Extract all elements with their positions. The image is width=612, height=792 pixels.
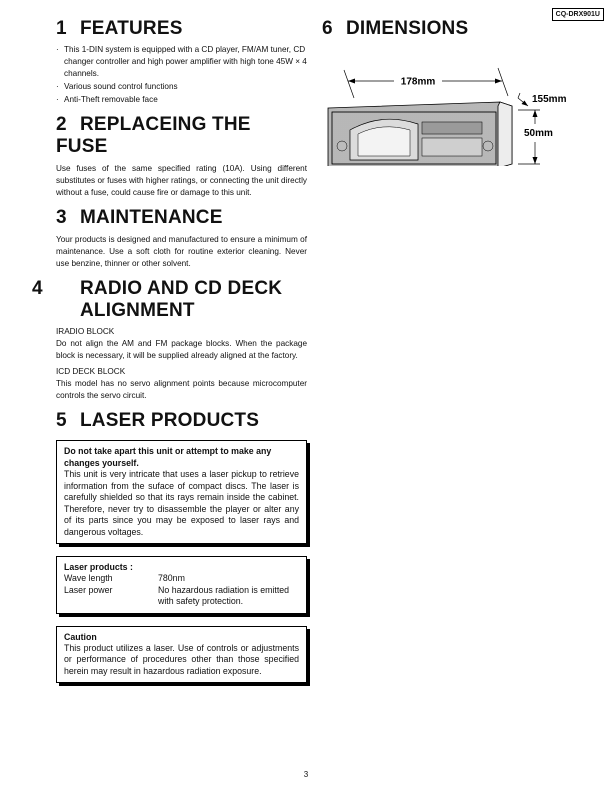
fuse-heading: 2 REPLACEING THE FUSE	[56, 114, 251, 157]
maintenance-body: Your products is designed and manufactured to ensure a minimum of maintenance. Use a soft cloth for routine exterior cleaning. Never use benzine, thinner or other solvent.	[56, 235, 307, 268]
section-fuse	[56, 114, 307, 199]
laser-heading: 5 LASER PRODUCTS	[56, 410, 260, 431]
features-heading: 1 FEATURES	[56, 18, 183, 39]
left-column	[32, 18, 307, 683]
page-number: 3	[303, 770, 309, 779]
caution-box	[56, 626, 307, 684]
laser-spec-title: Laser products :	[64, 562, 133, 572]
dimensions-diagram	[322, 46, 582, 166]
depth-label: 155mm	[532, 94, 567, 105]
spec-value: No hazardous radiation is emitted with safety protection.	[158, 584, 290, 606]
section-maintenance	[56, 207, 307, 270]
laser-warning-box	[56, 440, 307, 544]
section-features	[56, 18, 307, 106]
maintenance-heading: 3 MAINTENANCE	[56, 207, 223, 228]
feature-item: · Anti-Theft removable face	[56, 94, 307, 106]
laser-spec-box	[56, 556, 307, 614]
width-label: 178mm	[400, 76, 436, 88]
spec-key: Laser power	[64, 584, 113, 595]
features-list	[56, 44, 307, 106]
laser-warning-body: This unit is very intricate that uses a laser pickup to retrieve information from the suface of compact discs. The laser is carefully shielded so that its rays remain inside the cabinet. Therefore, never try to disassemble the player or alter any of its parts since you may be exposed to laser rays and dangerous voltages.	[64, 469, 299, 537]
caution-body: This product utilizes a laser. Use of controls or adjustments or performance of procedures other than those specified herein may result in hazardous radiation exposure.	[64, 642, 299, 676]
feature-item: · Various sound control functions	[56, 81, 307, 93]
right-column	[322, 18, 582, 166]
spec-row	[64, 585, 299, 608]
laser-warning-title: Do not take apart this unit or attempt to make any changes yourself.	[64, 446, 272, 468]
radio-block-body: Do not align the AM and FM package blocks. When the package block is necessary, it will be supplied already aligned at the factory.	[56, 339, 307, 360]
fuse-body: Use fuses of the same specified rating (10A). Using different substitutes or fuses with higher ratings, or connecting the unit directly without a fuse, could cause fire or damage to this unit.	[56, 164, 307, 197]
car-stereo-unit-drawing	[328, 102, 512, 166]
dimensions-heading: 6 DIMENSIONS	[322, 18, 469, 39]
depth-dimension-line	[518, 93, 528, 106]
radio-block-label: IRADIO BLOCK	[56, 327, 115, 336]
section-alignment	[32, 278, 307, 402]
height-label: 50mm	[524, 128, 553, 139]
cd-deck-label: ICD DECK BLOCK	[56, 367, 126, 376]
spec-value: 780nm	[158, 573, 185, 583]
cd-deck-body: This model has no servo alignment points because microcomputer controls the servo circuit.	[56, 379, 307, 400]
spec-row	[64, 573, 299, 585]
section-laser	[56, 410, 307, 683]
model-code-badge: CQ-DRX901U	[552, 8, 604, 21]
alignment-heading: 4 RADIO AND CD DECK ALIGNMENT	[32, 278, 283, 321]
caution-title: Caution	[64, 631, 97, 642]
feature-item: · This 1-DIN system is equipped with a CD player, FM/AM tuner, CD changer controller and high power amplifier with high tone 45W × 4 channels.	[56, 44, 307, 80]
spec-key: Wave length	[64, 573, 113, 583]
